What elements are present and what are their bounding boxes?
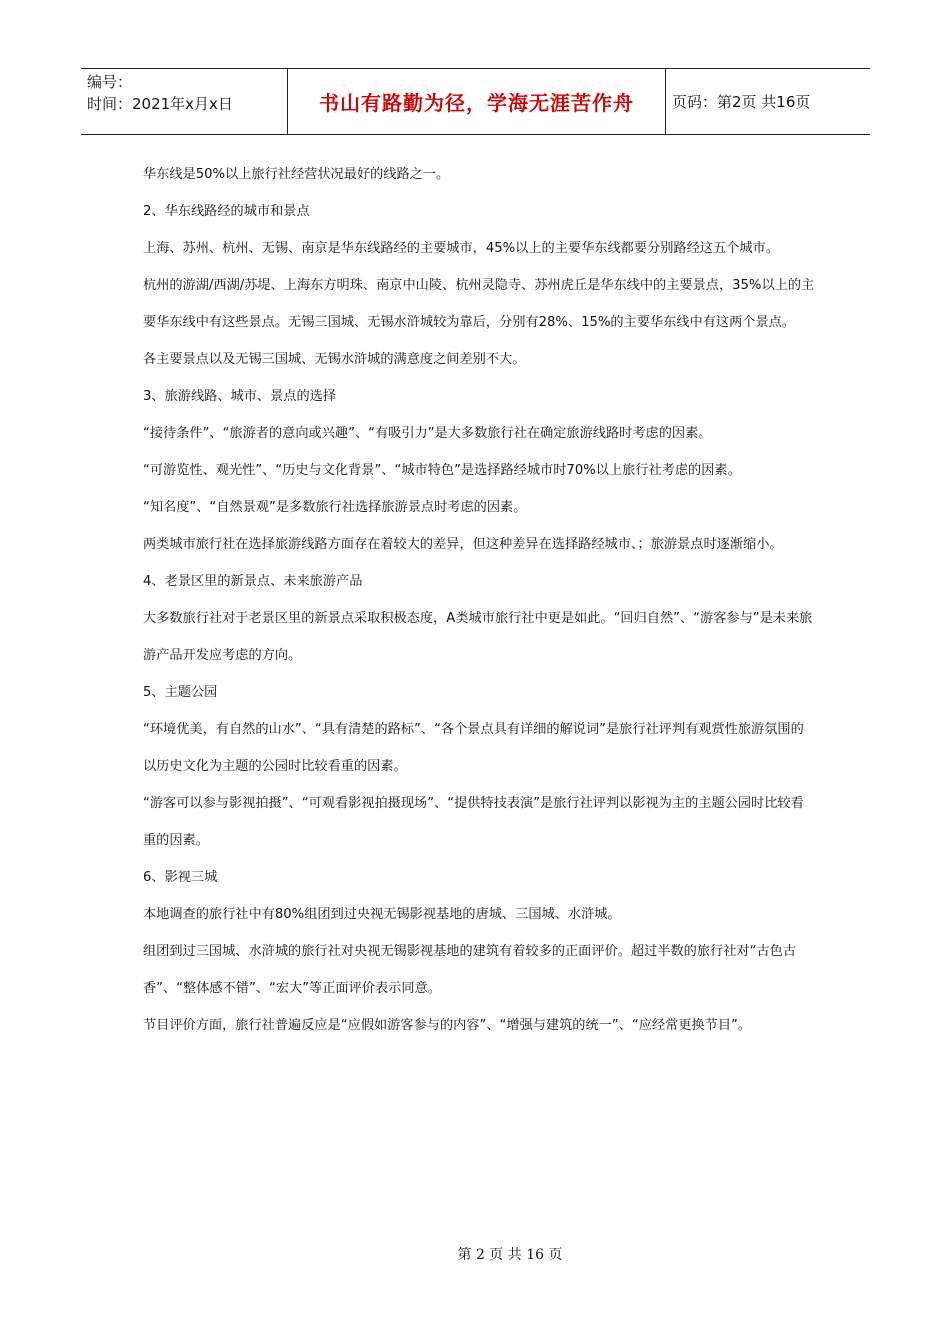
paragraph: 大多数旅行社对于老景区里的新景点采取积极态度，A类城市旅行社中更是如此。“回归自然”、“游客参与”是未来旅游产品开发应考虑的方向。 (143, 611, 813, 663)
header-page-info: 页码：第2页 共16页 (666, 69, 871, 135)
header-motto: 书山有路勤为径，学海无涯苦作舟 (288, 69, 666, 135)
document-body (143, 156, 815, 1044)
paragraph: 节目评价方面，旅行社普遍反应是“应假如游客参与的内容”、“增强与建筑的统一”、“应经常更换节目”。 (143, 1018, 752, 1033)
section-heading: 6、影视三城 (143, 870, 218, 885)
document-number-label: 编号： (87, 73, 133, 91)
paragraph: 上海、苏州、杭州、无锡、南京是华东线路经的主要城市，45%以上的主要华东线都要分别路经这五个城市。 (143, 241, 779, 256)
paragraph: “环境优美，有自然的山水”、“具有清楚的路标”、“各个景点具有详细的解说词”是旅行社评判有观赏性旅游氛围的以历史文化为主题的公园时比较看重的因素。 (143, 722, 804, 774)
section-heading: 2、华东线路经的城市和景点 (143, 204, 310, 219)
section-heading: 4、老景区里的新景点、未来旅游产品 (143, 574, 363, 589)
paragraph: 本地调查的旅行社中有80%组团到过央视无锡影视基地的唐城、三国城、水浒城。 (143, 907, 621, 922)
section-heading: 5、主题公园 (143, 685, 218, 700)
document-header (81, 68, 870, 135)
paragraph: 各主要景点以及无锡三国城、无锡水浒城的满意度之间差别不大。 (143, 352, 526, 367)
paragraph: 杭州的游湖/西湖/苏堤、上海东方明珠、南京中山陵、杭州灵隐寺、苏州虎丘是华东线中的主要景点，35%以上的主要华东线中有这些景点。无锡三国城、无锡水浒城较为靠后，分别有28%、15%的主要华东线中有这两个景点。 (143, 278, 815, 330)
paragraph: “接待条件”、“旅游者的意向或兴趣”、“有吸引力”是大多数旅行社在确定旅游线路时考虑的因素。 (143, 426, 712, 441)
document-date-label: 时间：2021年x月x日 (87, 95, 233, 113)
paragraph: “知名度”、“自然景观”是多数旅行社选择旅游景点时考虑的因素。 (143, 500, 527, 515)
header-meta-cell (81, 69, 288, 135)
paragraph: 华东线是50%以上旅行社经营状况最好的线路之一。 (143, 167, 450, 182)
paragraph: “游客可以参与影视拍摄”、“可观看影视拍摄现场”、“提供特技表演”是旅行社评判以影视为主的主题公园时比较看重的因素。 (143, 796, 804, 848)
section-heading: 3、旅游线路、城市、景点的选择 (143, 389, 337, 404)
paragraph: 组团到过三国城、水浒城的旅行社对央视无锡影视基地的建筑有着较多的正面评价。超过半数的旅行社对“古色古香”、“整体感不错”、“宏大”等正面评价表示同意。 (143, 944, 797, 996)
paragraph: “可游览性、观光性”、“历史与文化背景”、“城市特色”是选择路经城市时70%以上旅行社考虑的因素。 (143, 463, 741, 478)
page-footer: 第 2 页 共 16 页 (457, 1247, 563, 1263)
paragraph: 两类城市旅行社在选择旅游线路方面存在着较大的差异，但这种差异在选择路经城市、；旅游景点时逐渐缩小。 (143, 537, 783, 552)
